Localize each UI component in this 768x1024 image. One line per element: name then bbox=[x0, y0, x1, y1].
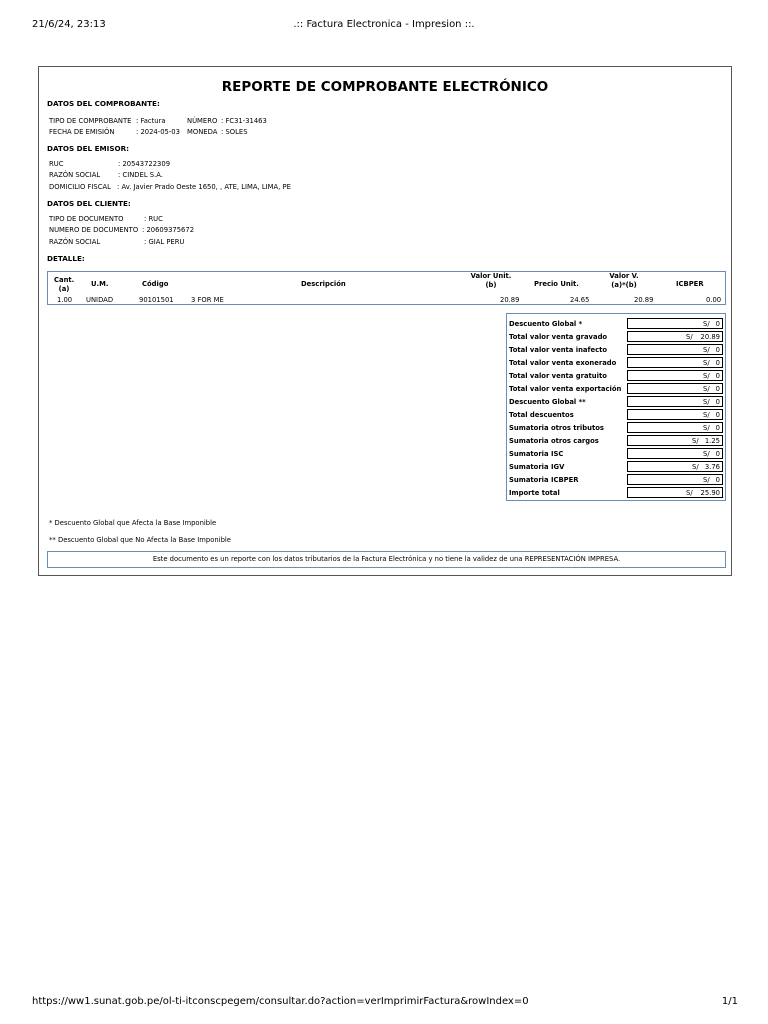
total-value-box bbox=[627, 331, 723, 342]
section-detalle-heading: DETALLE: bbox=[47, 254, 85, 263]
row-precio-unit: 24.65 bbox=[570, 296, 590, 304]
numero-value: : FC31-31463 bbox=[221, 117, 267, 125]
col-cant-sub: (a) bbox=[58, 285, 70, 293]
total-currency: S/ bbox=[692, 463, 699, 471]
total-value-box bbox=[627, 474, 723, 485]
total-value-box bbox=[627, 409, 723, 420]
total-label: Sumatoria ISC bbox=[509, 450, 564, 458]
total-amount: 0 bbox=[715, 359, 720, 367]
print-url: https://ww1.sunat.gob.pe/ol-ti-itconscpegem/consultar.do?action=verImprimirFactura&rowIndex=0 bbox=[32, 996, 529, 1007]
total-currency: S/ bbox=[703, 398, 710, 406]
cliente-razon-label: RAZÓN SOCIAL bbox=[49, 238, 101, 246]
disclaimer-box bbox=[47, 551, 726, 568]
cliente-num-doc-label: NUMERO DE DOCUMENTO bbox=[49, 226, 139, 234]
total-currency: S/ bbox=[703, 346, 710, 354]
total-row bbox=[509, 357, 723, 370]
total-label: Total valor venta gratuito bbox=[509, 372, 607, 380]
cliente-tipo-doc-label: TIPO DE DOCUMENTO bbox=[49, 215, 124, 223]
total-value-box bbox=[627, 370, 723, 381]
total-currency: S/ bbox=[703, 476, 710, 484]
total-row bbox=[509, 331, 723, 344]
row-descripcion: 3 FOR ME bbox=[191, 296, 224, 304]
col-cant-label: Cant. bbox=[54, 276, 75, 284]
total-label: Sumatoria ICBPER bbox=[509, 476, 579, 484]
total-row bbox=[509, 487, 723, 500]
disclaimer-text: Este documento es un reporte con los datos tributarios de la Factura Electrónica y no tiene la validez de una REPRESENTACIÓN IMPRESA. bbox=[152, 555, 621, 563]
cliente-num-doc-value: : 20609375672 bbox=[142, 226, 195, 234]
total-row bbox=[509, 409, 723, 422]
total-value-box bbox=[627, 487, 723, 498]
total-label: Sumatoria otros tributos bbox=[509, 424, 604, 432]
fecha-emision-label: FECHA DE EMISIÓN bbox=[49, 128, 115, 136]
total-value-box bbox=[627, 396, 723, 407]
col-valor-unit-header bbox=[466, 272, 516, 290]
total-amount: 0 bbox=[715, 476, 720, 484]
total-label: Importe total bbox=[509, 489, 560, 497]
total-value-box bbox=[627, 318, 723, 329]
total-value-box bbox=[627, 448, 723, 459]
total-label: Sumatoria otros cargos bbox=[509, 437, 599, 445]
section-emisor-heading: DATOS DEL EMISOR: bbox=[47, 144, 130, 153]
col-um-header: U.M. bbox=[91, 280, 109, 288]
total-currency: S/ bbox=[692, 437, 699, 445]
total-value-box bbox=[627, 357, 723, 368]
total-amount: 0 bbox=[715, 346, 720, 354]
col-icbper-header: ICBPER bbox=[676, 280, 704, 288]
total-row bbox=[509, 422, 723, 435]
row-icbper: 0.00 bbox=[706, 296, 722, 304]
total-row bbox=[509, 448, 723, 461]
print-footer bbox=[32, 996, 738, 1010]
moneda-value: : SOLES bbox=[221, 128, 248, 136]
emisor-ruc-label: RUC bbox=[49, 160, 64, 168]
print-window-title: .:: Factura Electronica - Impresion ::. bbox=[293, 19, 475, 30]
row-cant: 1.00 bbox=[57, 296, 73, 304]
total-currency: S/ bbox=[686, 333, 693, 341]
print-page-number: 1/1 bbox=[721, 996, 738, 1007]
emisor-razon-value: : CINDEL S.A. bbox=[118, 171, 163, 179]
cliente-razon-value: : GIAL PERU bbox=[144, 238, 185, 246]
row-valor-v: 20.89 bbox=[634, 296, 654, 304]
total-amount: 0 bbox=[715, 450, 720, 458]
row-valor-unit: 20.89 bbox=[500, 296, 520, 304]
total-currency: S/ bbox=[703, 450, 710, 458]
total-label: Total valor venta inafecto bbox=[509, 346, 608, 354]
detail-table bbox=[47, 271, 726, 305]
tipo-comprobante-label: TIPO DE COMPROBANTE bbox=[49, 117, 132, 125]
total-value-box bbox=[627, 422, 723, 433]
total-value-box bbox=[627, 383, 723, 394]
total-amount: 0 bbox=[715, 385, 720, 393]
total-amount: 0 bbox=[715, 398, 720, 406]
total-row bbox=[509, 474, 723, 487]
print-datetime: 21/6/24, 23:13 bbox=[32, 19, 106, 30]
total-value-box bbox=[627, 435, 723, 446]
col-valor-v-sub: (a)*(b) bbox=[611, 281, 637, 289]
footnote-descuento-afecta: * Descuento Global que Afecta la Base Imponible bbox=[49, 519, 217, 527]
col-valor-v-label: Valor V. bbox=[609, 272, 639, 280]
total-label: Total valor venta exonerado bbox=[509, 359, 617, 367]
total-row bbox=[509, 461, 723, 474]
total-amount: 0 bbox=[715, 320, 720, 328]
col-valor-unit-label: Valor Unit. bbox=[470, 272, 512, 280]
col-cant-header bbox=[54, 276, 74, 294]
total-row bbox=[509, 344, 723, 357]
total-amount: 1.25 bbox=[704, 437, 720, 445]
row-codigo: 90101501 bbox=[139, 296, 174, 304]
total-currency: S/ bbox=[686, 489, 693, 497]
totals-panel bbox=[506, 313, 726, 501]
numero-label: NÚMERO bbox=[187, 117, 218, 125]
total-currency: S/ bbox=[703, 320, 710, 328]
total-value-box bbox=[627, 344, 723, 355]
total-row bbox=[509, 383, 723, 396]
total-currency: S/ bbox=[703, 372, 710, 380]
emisor-domicilio-label: DOMICILIO FISCAL bbox=[49, 183, 111, 191]
row-um: UNIDAD bbox=[86, 296, 114, 304]
total-label: Total valor venta exportación bbox=[509, 385, 622, 393]
print-header bbox=[32, 19, 736, 33]
total-label: Descuento Global ** bbox=[509, 398, 586, 406]
total-amount: 0 bbox=[715, 372, 720, 380]
moneda-label: MONEDA bbox=[187, 128, 218, 136]
total-currency: S/ bbox=[703, 359, 710, 367]
tipo-comprobante-value: : Factura bbox=[136, 117, 166, 125]
cliente-tipo-doc-value: : RUC bbox=[144, 215, 163, 223]
section-cliente-heading: DATOS DEL CLIENTE: bbox=[47, 199, 131, 208]
col-valor-unit-sub: (b) bbox=[485, 281, 497, 289]
total-label: Sumatoria IGV bbox=[509, 463, 565, 471]
total-currency: S/ bbox=[703, 411, 710, 419]
col-descripcion-header: Descripción bbox=[301, 280, 346, 288]
total-row bbox=[509, 396, 723, 409]
total-currency: S/ bbox=[703, 424, 710, 432]
emisor-ruc-value: : 20543722309 bbox=[118, 160, 171, 168]
total-label: Total descuentos bbox=[509, 411, 574, 419]
total-amount: 0 bbox=[715, 424, 720, 432]
total-amount: 3.76 bbox=[704, 463, 720, 471]
col-codigo-header: Código bbox=[142, 280, 169, 288]
total-label: Descuento Global * bbox=[509, 320, 583, 328]
total-row bbox=[509, 318, 723, 331]
col-precio-unit-header: Precio Unit. bbox=[534, 280, 579, 288]
emisor-razon-label: RAZÓN SOCIAL bbox=[49, 171, 101, 179]
section-comprobante-heading: DATOS DEL COMPROBANTE: bbox=[47, 99, 160, 108]
total-row bbox=[509, 435, 723, 448]
report-title: REPORTE DE COMPROBANTE ELECTRÓNICO bbox=[221, 79, 549, 95]
emisor-domicilio-value: : Av. Javier Prado Oeste 1650, , ATE, LIMA, LIMA, PE bbox=[117, 183, 291, 191]
total-label: Total valor venta gravado bbox=[509, 333, 608, 341]
footnote-descuento-no-afecta: ** Descuento Global que No Afecta la Base Imponible bbox=[49, 536, 231, 544]
total-amount: 20.89 bbox=[700, 333, 720, 341]
col-valor-v-header bbox=[604, 272, 644, 290]
total-amount: 0 bbox=[715, 411, 720, 419]
total-currency: S/ bbox=[703, 385, 710, 393]
total-value-box bbox=[627, 461, 723, 472]
total-row bbox=[509, 370, 723, 383]
fecha-emision-value: : 2024-05-03 bbox=[136, 128, 180, 136]
total-amount: 25.90 bbox=[700, 489, 720, 497]
report-container bbox=[38, 66, 732, 576]
